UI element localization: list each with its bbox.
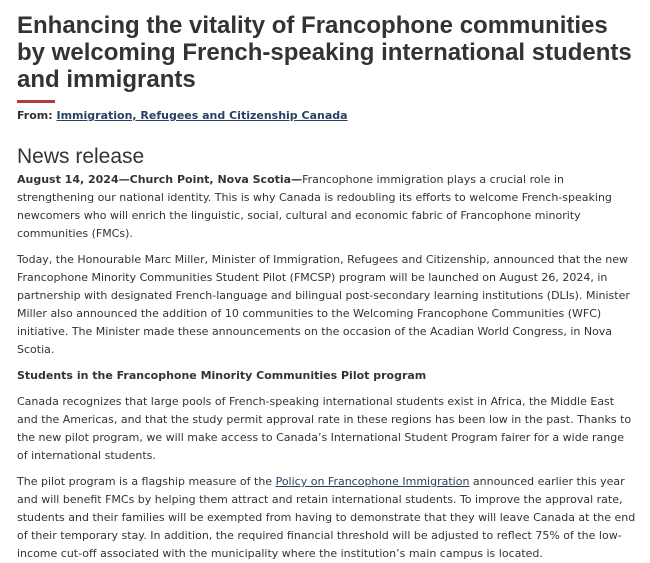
title-underline-rule bbox=[17, 100, 55, 103]
paragraph-2: Today, the Honourable Marc Miller, Minister of Immigration, Refugees and Citizenship, announced that the new Francophone Minority Communities Student Pilot (FMCSP) program will be launched on August 26, 2024, in partnership with designated French-language and bilingual post-secondary learning institutions (DLIs). Minister Miller also announced the addition of 10 communities to the Welcoming Francophone Communities (WFC) initiative. The Minister made these announcements on the occasion of the Acadian World Congress, in Nova Scotia. bbox=[17, 253, 630, 356]
section-heading: News release bbox=[17, 145, 145, 168]
paragraph-4 bbox=[17, 473, 638, 563]
department-link[interactable]: Immigration, Refugees and Citizenship Canada bbox=[56, 109, 348, 122]
from-line bbox=[17, 108, 638, 124]
subheading: Students in the Francophone Minority Communities Pilot program bbox=[17, 369, 427, 382]
paragraph-4-before: The pilot program is a flagship measure of the bbox=[17, 475, 276, 488]
paragraph-1 bbox=[17, 171, 638, 243]
policy-link[interactable]: Policy on Francophone Immigration bbox=[275, 475, 470, 488]
dateline: August 14, 2024—Church Point, Nova Scotia— bbox=[17, 173, 303, 186]
from-label: From: bbox=[17, 109, 57, 122]
paragraph-4-after: announced earlier this year and will benefit FMCs by helping them attract and retain international students. To improve the approval rate, students and their families will be exempted from having to demonstrate that they will leave Canada at the end of their temporary stay. In addition, the required financial threshold will be adjusted to reflect 75% of the low-income cut-off associated with the municipality where the institution’s main campus is located. bbox=[17, 475, 636, 560]
page-title: Enhancing the vitality of Francophone communities by welcoming French-speaking international students and immigrants bbox=[17, 12, 632, 93]
paragraph-3: Canada recognizes that large pools of French-speaking international students exist in Africa, the Middle East and the Americas, and that the study permit approval rate in these regions has been low in the past. Thanks to the new pilot program, we will make access to Canada’s International Student Program fairer for a wide range of international students. bbox=[17, 395, 632, 462]
paragraph-1-text: Francophone immigration plays a crucial role in strengthening our national identity. This is why Canada is redoubling its efforts to welcome French-speaking newcomers who will enrich the linguistic, social, cultural and economic fabric of Francophone minority communities (FMCs). bbox=[17, 173, 612, 240]
